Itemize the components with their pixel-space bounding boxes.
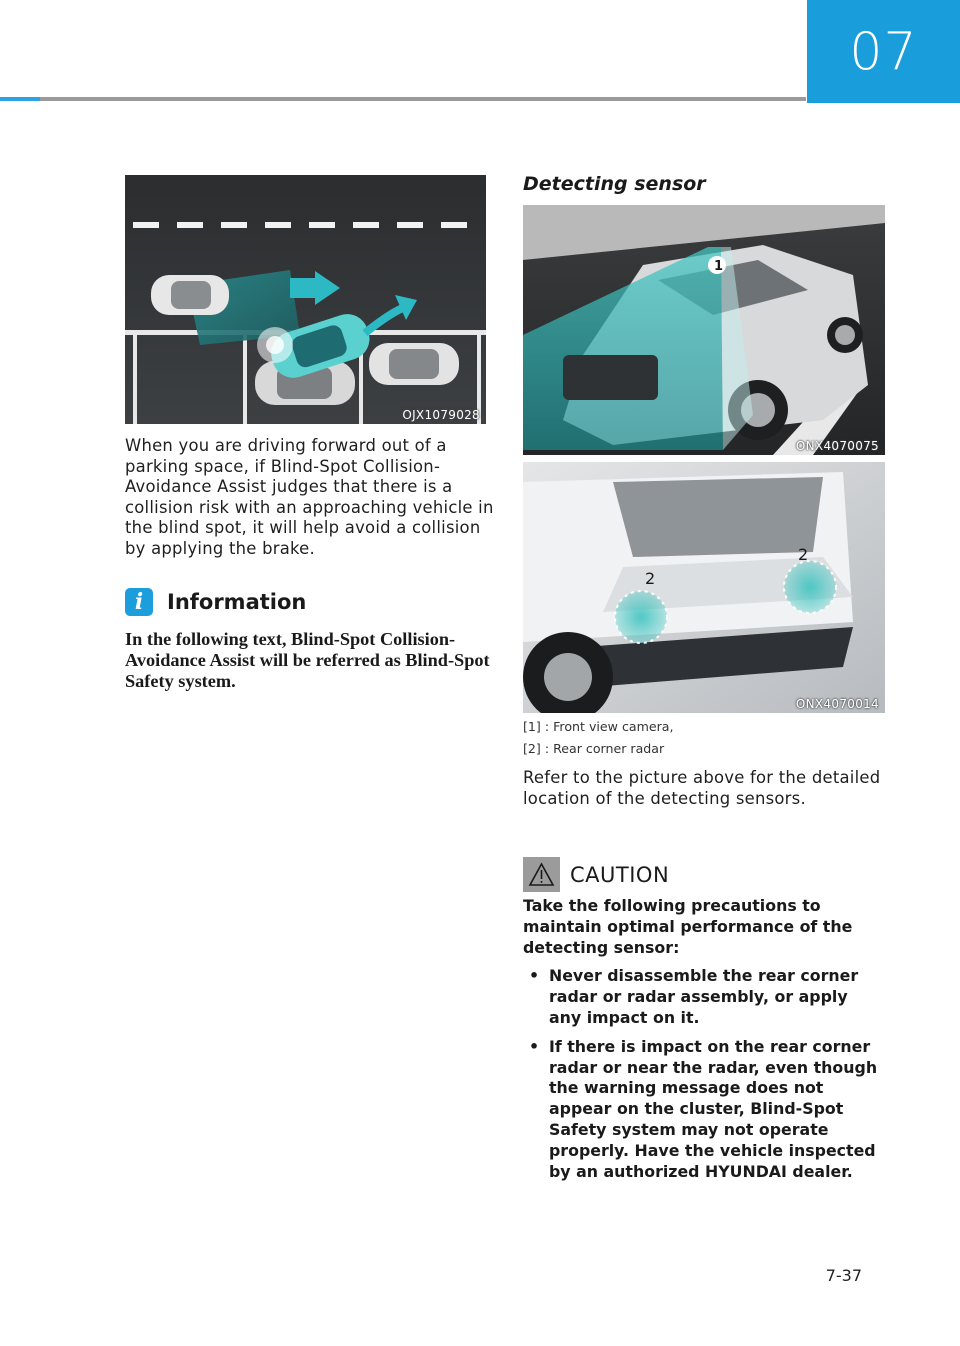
header-rule [0,97,806,101]
radar-marker-left: 2 [645,569,656,588]
rear-radar-illustration [523,462,885,713]
figure-front-view-camera [523,205,885,455]
figure-code: ONX4070075 [795,439,879,453]
caution-body [523,896,883,1190]
caution-intro: Take the following precautions to maintain optimal performance of the detecting sensor: [523,896,853,957]
paragraph-sensor-location: Refer to the picture above for the detailed location of the detecting sensors. [523,768,881,808]
figure-code: OJX1079028 [402,408,480,422]
legend-camera: [1] : Front view camera, [523,719,674,734]
caution-item: • Never disassemble the rear corner radar or radar assembly, or apply any impact on it. [523,966,883,1028]
caution-item: • If there is impact on the rear corner radar or near the radar, even though the warning message does not appear on the cluster, Blind-Spot Safety system may not operate properly. Have the vehicle inspected by an authorized HYUNDAI dealer. [523,1037,883,1183]
section-title: Detecting sensor [523,173,706,195]
camera-marker: 1 [714,259,724,274]
figure-code: ONX4070014 [795,697,879,711]
information-text: In the following text, Blind-Spot Collision-Avoidance Assist will be referred as Blind-Spot Safety system. [125,629,490,691]
information-heading [125,588,306,616]
parking-illustration [125,175,486,424]
warning-triangle-icon [523,857,560,892]
caution-heading [523,857,669,892]
page-number: 7-37 [825,1266,862,1285]
paragraph-rcca-description: When you are driving forward out of a parking space, if Blind-Spot Collision-Avoidance Assist judges that there is a collision risk with an approaching vehicle in the blind spot, it will help avoid a collision by applying the brake. [125,436,494,558]
front-camera-illustration [523,205,885,455]
information-title: Information [167,590,307,614]
caution-list [523,966,883,1182]
chapter-tab: 07 [807,0,960,103]
info-icon: i [125,588,153,616]
legend-radar: [2] : Rear corner radar [523,741,665,756]
figure-rear-corner-radar [523,462,885,713]
caution-title: CAUTION [570,862,670,887]
radar-marker-right: 2 [798,545,809,564]
figure-blind-spot-parking [125,175,486,424]
